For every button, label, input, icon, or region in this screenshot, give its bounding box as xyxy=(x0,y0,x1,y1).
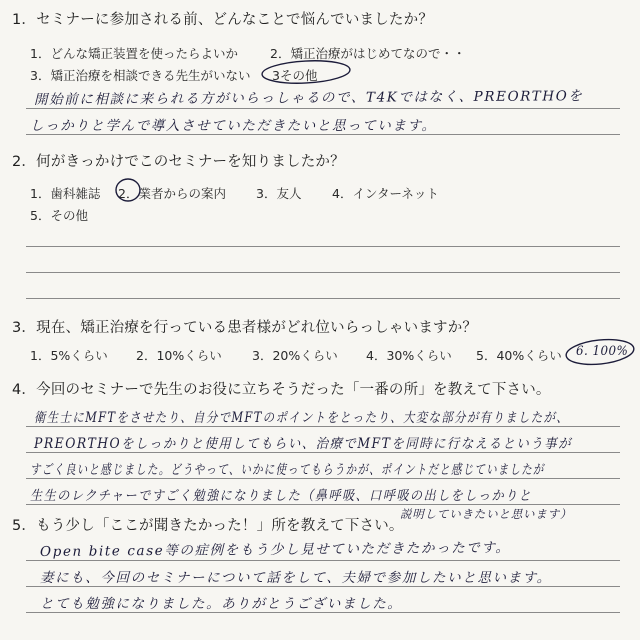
q3-option-3: 3．20%くらい xyxy=(252,348,338,363)
q2-option-1: 1．歯科雑誌 xyxy=(30,186,101,201)
q1-title: 1．セミナーに参加される前、どんなことで悩んでいましたか？ xyxy=(12,12,434,28)
q5-title: 5．もう少し「ここが聞きたかった！」所を教えて下さい。 xyxy=(12,518,404,534)
q1-option-1: 1．どんな矯正装置を使ったらよいか xyxy=(30,46,238,61)
q1-handwritten-line-2: しっかりと学んで導入させていただきたいと思っています。 xyxy=(30,118,437,134)
q4-handwritten-line-5: 説明していきたいと思います） xyxy=(400,507,573,521)
q1-option-2: 2．矯正治療がはじめてなので・・ xyxy=(270,46,466,61)
q3-option-5: 5．40%くらい xyxy=(476,348,562,363)
q3-option-2: 2．10%くらい xyxy=(136,348,222,363)
q5-handwritten-line-3: とても勉強になりました。ありがとうございました。 xyxy=(40,596,403,612)
q2-option-4: 4．インターネット xyxy=(332,186,439,201)
q1-option-3: 3．矯正治療を相談できる先生がいない xyxy=(30,68,251,83)
q2-circle-mark xyxy=(116,179,140,201)
q1-circle-mark xyxy=(261,59,350,86)
q3-option-1: 1．5%くらい xyxy=(30,348,108,363)
q2-option-5: 5．その他 xyxy=(30,208,88,223)
q4-handwritten-line-4: 生生のレクチャーですごく勉強になりました（鼻呼吸、口呼吸の出しをしっかりと xyxy=(30,488,533,504)
q3-handwritten-answer: 6. 100% xyxy=(576,344,629,359)
q5-handwritten-line-2: 妻にも、今回のセミナーについて話をして、夫婦で参加したいと思います。 xyxy=(40,570,552,586)
q3-option-4: 4．30%くらい xyxy=(366,348,452,363)
q2-title: 2．何がきっかけでこのセミナーを知りましたか？ xyxy=(12,154,345,170)
q3-circle-mark xyxy=(565,337,635,368)
q4-handwritten-line-2: PREORTHOをしっかりと使用してもらい、治療でMFTを同時に行なえるという事が xyxy=(34,436,572,452)
q1-option-4: 3その他 xyxy=(272,68,318,83)
q5-handwritten-line-1: Open bite case等の症例をもう少し見せていただきたかったです。 xyxy=(39,539,511,560)
q3-title: 3．現在、矯正治療を行っている患者様がどれ位いらっしゃいますか？ xyxy=(12,320,478,336)
q2-option-2: 2．業者からの案内 xyxy=(118,186,226,201)
q2-option-3: 3．友人 xyxy=(256,186,302,201)
q1-handwritten-line-1: 開始前に相談に来られる方がいらっしゃるので、T4Kではなく、PREORTHOを xyxy=(33,88,584,108)
q4-handwritten-line-3: すごく良いと感じました。どうやって、いかに使ってもらうかが、ポイントだと感じていましたが xyxy=(30,462,545,478)
q4-title: 4．今回のセミナーで先生のお役に立ちそうだった「一番の所」を教えて下さい。 xyxy=(12,382,551,398)
q4-handwritten-line-1: 衛生士にMFTをさせたり、自分でMFTのポイントをとったり、大変な部分が有りましたが、 xyxy=(34,410,570,426)
